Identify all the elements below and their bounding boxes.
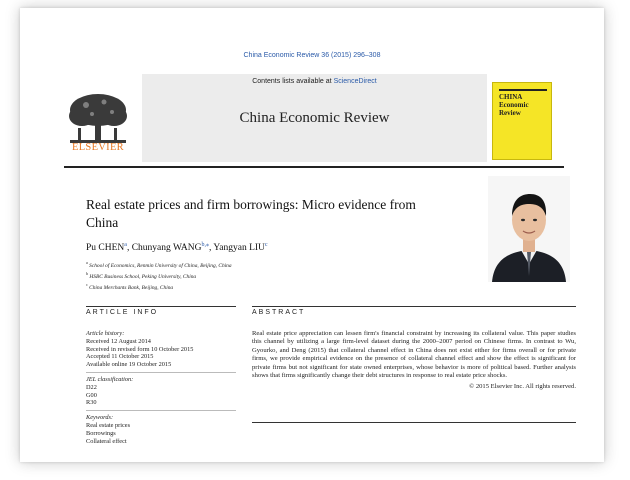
affiliation-item: [86, 281, 446, 292]
paper-page: [20, 8, 604, 462]
author-mark[interactable]: b,⁎: [201, 242, 209, 248]
article-history: [86, 330, 236, 373]
article-info-rule: [86, 306, 236, 307]
abstract-rule: [252, 306, 576, 307]
abstract-bottom-rule: [252, 422, 576, 423]
history-item: Available online 19 October 2015: [86, 361, 172, 369]
article-info: [86, 330, 236, 451]
affiliation-item: [86, 259, 446, 270]
keywords: [86, 414, 236, 448]
contents-line: [142, 78, 487, 85]
abstract-text: Real estate price appreciation can lessen firm's financial constraint by increasing its collateral value. This paper studies this channel by utilizing a large firm-level dataset during the 2000–2007 period on Chinese firms. In contrast to Wu, Gyourko, and Deng (2015) that collateral channel effect in China does not exist either for firms overall or for private firms, we provide empirical evidence on the presence of collateral channel effect and show the effect is significant for private firms but not significant for state owned enterprises, whose behavior is more of political based. Further analysis shows that firms significantly change their debt structures in response to real estate price shocks.: [252, 330, 576, 380]
history-item: Accepted 11 October 2015: [86, 353, 154, 361]
article-info-heading: ARTICLE INFO: [86, 309, 159, 316]
author-separator: ,: [208, 243, 214, 254]
affiliation-mark: c: [86, 281, 88, 287]
affiliation-text: HSBC Business School, Peking University, China: [89, 273, 197, 280]
affiliation-item: [86, 270, 446, 281]
journal-reference[interactable]: China Economic Review 36 (2015) 296–308: [243, 52, 381, 59]
author-mark[interactable]: c: [264, 242, 268, 248]
history-heading: Article history:: [86, 330, 125, 337]
abstract-heading: ABSTRACT: [252, 309, 306, 316]
author-mark[interactable]: a: [124, 242, 127, 248]
author-name[interactable]: Chunyang WANG: [131, 243, 202, 254]
keywords-heading: Keywords:: [86, 414, 114, 422]
copyright-notice: © 2015 Elsevier Inc. All rights reserved.: [469, 383, 576, 391]
author-name[interactable]: Yangyan LIU: [213, 243, 265, 254]
keyword: Borrowings: [86, 429, 116, 437]
author-photo: [488, 176, 570, 282]
journal-title: China Economic Review: [239, 110, 390, 126]
affiliation-mark: a: [86, 260, 88, 265]
journal-banner: [142, 74, 487, 162]
paper-title: Real estate prices and firm borrowings: Micro evidence from China: [86, 197, 416, 230]
author-list: [86, 241, 446, 253]
author-separator: ,: [126, 243, 132, 254]
keyword: Real estate prices: [86, 421, 131, 429]
sciencedirect-link[interactable]: ScienceDirect: [333, 78, 377, 85]
abstract: [252, 330, 576, 392]
jel-heading: JEL classification:: [86, 375, 134, 383]
journal-cover: [492, 82, 552, 160]
affiliation-list: [86, 259, 446, 291]
history-item: Received in revised form 10 October 2015: [86, 345, 194, 353]
affiliation-text: School of Economics, Renmin University of China, Beijing, China: [89, 262, 232, 269]
jel-code: G00: [86, 391, 97, 399]
history-item: Received 12 August 2014: [86, 337, 151, 345]
jel-code: D22: [86, 383, 97, 391]
contents-prefix: Contents lists available at: [252, 78, 334, 85]
masthead: [64, 74, 564, 168]
keyword: Collateral effect: [86, 437, 127, 445]
affiliation-text: China Merchants Bank, Beijing, China: [89, 284, 174, 291]
author-name[interactable]: Pu CHEN: [86, 243, 125, 254]
cover-title: CHINA Economic Review: [499, 89, 547, 117]
publisher-name: ELSEVIER: [72, 142, 124, 153]
jel-classification: [86, 376, 236, 411]
affiliation-mark: b: [86, 270, 88, 276]
jel-code: R30: [86, 399, 97, 407]
